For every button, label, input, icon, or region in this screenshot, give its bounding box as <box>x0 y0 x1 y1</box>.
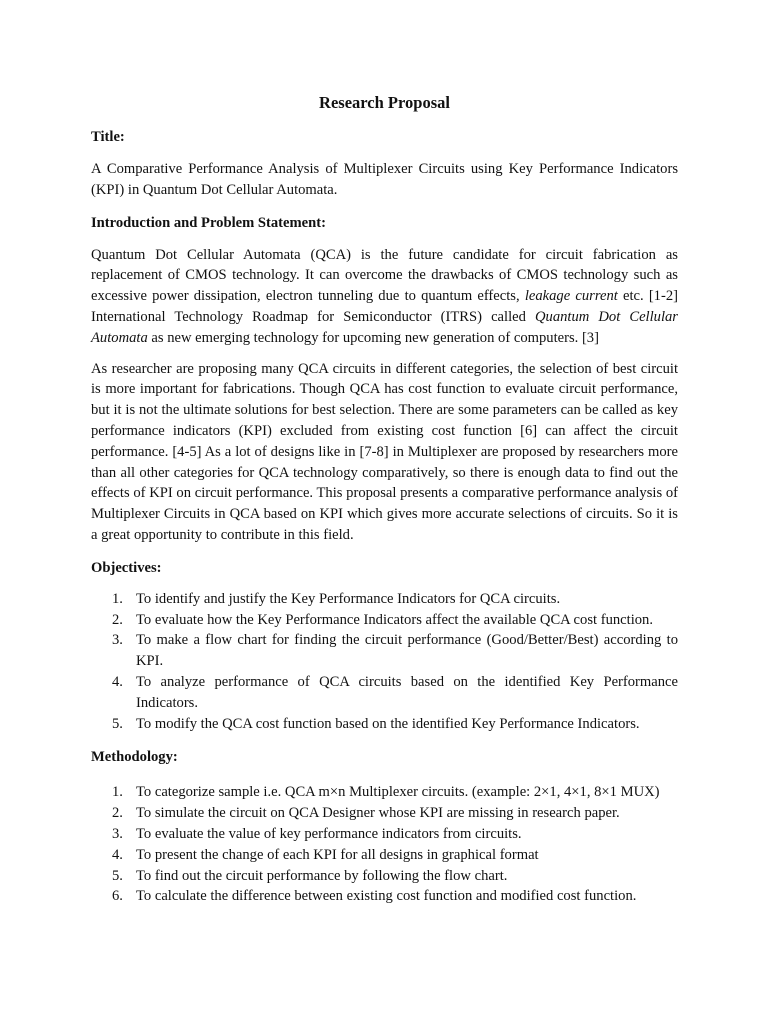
intro-p1-text-b: etc. [1-2] International Technology Roadmap for Semiconductor (ITRS) called <box>91 288 678 325</box>
intro-p1-italic-qca: Quantum Dot Cellular Automata <box>91 308 678 346</box>
list-item-text: To evaluate how the Key Performance Indicators affect the available QCA cost function. <box>136 611 654 628</box>
list-number: 3. <box>112 632 123 649</box>
list-number: 6. <box>112 888 123 905</box>
list-number: 2. <box>112 611 123 628</box>
list-item <box>91 782 678 803</box>
list-item-text: To identify and justify the Key Performance Indicators for QCA circuits. <box>136 590 561 607</box>
list-number: 2. <box>112 805 123 822</box>
list-item <box>91 714 678 735</box>
list-item <box>91 824 678 845</box>
list-number: 1. <box>112 590 123 607</box>
list-item-text: To present the change of each KPI for all designs in graphical format <box>136 846 539 863</box>
list-item-text: To analyze performance of QCA circuits based on the identified Key Performance Indicators. <box>136 673 678 711</box>
list-item <box>91 886 678 907</box>
list-item-text: To evaluate the value of key performance indicators from circuits. <box>136 825 522 842</box>
intro-p1-text-c: as new emerging technology for upcoming new generation of computers. [3] <box>147 329 599 346</box>
list-item <box>91 630 678 672</box>
intro-p1-italic-leakage: leakage current <box>524 288 618 305</box>
document-page <box>91 92 678 907</box>
introduction-paragraph-1 <box>91 245 678 349</box>
list-number: 1. <box>112 784 123 801</box>
list-item-text: To modify the QCA cost function based on the identified Key Performance Indicators. <box>136 715 640 732</box>
list-item <box>91 866 678 887</box>
intro-p1-text-a: Quantum Dot Cellular Automata (QCA) is the future candidate for circuit fabrication as replacement of CMOS technology. It can overcome the drawbacks of CMOS technology such as excessive power dissipation, electron tunneling due to quantum effects, <box>91 246 678 305</box>
list-item-text: To make a flow chart for finding the circuit performance (Good/Better/Best) according to KPI. <box>136 632 678 670</box>
list-item <box>91 672 678 714</box>
methodology-list <box>91 782 678 907</box>
objectives-heading: Objectives: <box>91 559 162 576</box>
list-number: 5. <box>112 867 123 884</box>
list-item <box>91 589 678 610</box>
list-item-text: To find out the circuit performance by following the flow chart. <box>136 867 508 884</box>
list-item <box>91 845 678 866</box>
introduction-paragraph-2: As researcher are proposing many QCA circuits in different categories, the selection of best circuit is more important for fabrications. Though QCA has cost function to evaluate circuit performance, but it is not the ultimate solutions for best selection. There are some parameters can be called as key performance indicators (KPI) excluded from existing cost function [6] can affect the circuit performance. [4-5] As a lot of designs like in [7-8] in Multiplexer are proposed by researchers more than all other categories for QCA technology comparatively, so there is enough data to find out the effects of KPI on circuit performance. This proposal presents a comparative performance analysis of Multiplexer Circuits in QCA based on KPI which gives more accurate selections of circuits. So it is a great opportunity to contribute in this field. <box>91 360 678 543</box>
introduction-heading: Introduction and Problem Statement: <box>91 214 326 231</box>
list-item <box>91 610 678 631</box>
list-item <box>91 803 678 824</box>
title-heading: Title: <box>91 129 125 145</box>
document-title: Research Proposal <box>319 93 450 112</box>
list-number: 4. <box>112 846 123 863</box>
list-number: 5. <box>112 715 123 732</box>
objectives-list <box>91 589 678 735</box>
list-item-text: To calculate the difference between existing cost function and modified cost function. <box>136 888 637 905</box>
methodology-heading: Methodology: <box>91 749 178 766</box>
list-number: 3. <box>112 825 123 842</box>
list-number: 4. <box>112 673 123 690</box>
list-item-text: To categorize sample i.e. QCA m×n Multiplexer circuits. (example: 2×1, 4×1, 8×1 MUX) <box>136 784 660 801</box>
list-item-text: To simulate the circuit on QCA Designer whose KPI are missing in research paper. <box>136 805 620 822</box>
title-text: A Comparative Performance Analysis of Multiplexer Circuits using Key Performance Indicators (KPI) in Quantum Dot Cellular Automata. <box>91 161 678 198</box>
